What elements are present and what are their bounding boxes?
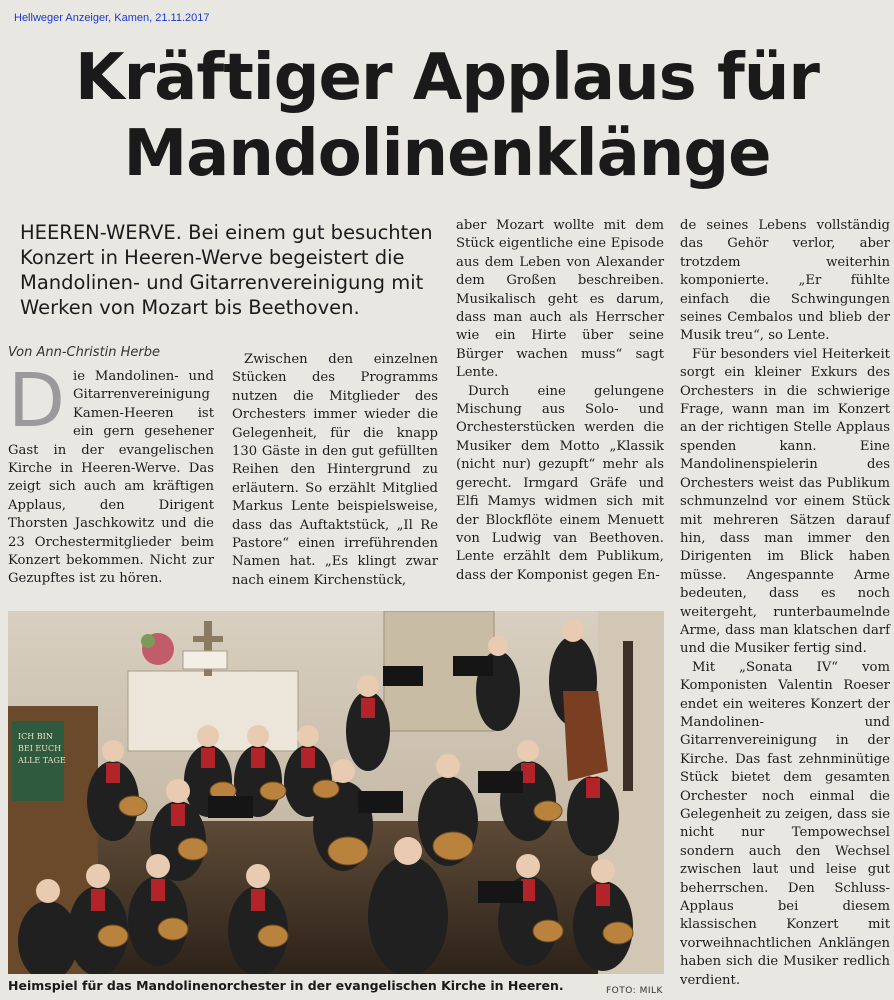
paragraph-2-continued: aber Mozart wollte mit dem Stück eigentliche eine Episode aus dem Leben von Alexander dem Großen beschreiben. Musikalisch geht es darum, dass man auch als Herrscher wie ein Hirte über seine Bürger wachen muss“ sagt Lente. [456,218,664,381]
paragraph-1: ie Mandolinen- und Gitarrenvereinigung Kamen-Heeren ist ein gern gesehener Gast in der evangelischen Kirche in Heeren-Werve. Das zeigt sich auch am kräftigen Applaus, den Dirigent Thorsten Jaschkowitz und die 23 Orchestermitglieder beim Konzert bekommen. Nicht zur Gezupftes ist zu hören. [8,369,214,587]
article-column-2 [232,351,438,590]
drop-cap: D [8,358,65,444]
article-column-1 [8,358,214,589]
paragraph-4: Für besonders viel Heiterkeit sorgt ein kleiner Exkurs des Orchesters in die schwierige Frage, wann man im Konzert an der richtigen Stelle Applaus spenden kann. Eine Mandolinenspielerin des Orchesters weist das Publikum schmunzelnd vor einem Stück mit mehreren Sätzen darauf hin, dass man immer den Dirigenten im Blick haben müsse. Angespannte Arme bedeuten, dass es noch weitergeht, runterbaumelnde Arme, dass man klatschen darf und die Musiker fertig sind. [680,346,890,657]
svg-text:BEI EUCH: BEI EUCH [18,744,62,753]
svg-text:ALLE TAGE: ALLE TAGE [18,756,66,765]
byline: Von Ann-Christin Herbe [8,345,161,360]
orchestra-photo [8,611,664,974]
paragraph-3-continued: de seines Lebens vollständig das Gehör verlor, aber trotzdem weiterhin komponierte. „Er fühlte einfach die Schwingungen seines Cembalos und blieb der Musik treu“, so Lente. [680,218,890,344]
headline-line-1: Kräftiger Applaus für [75,41,819,115]
photo-caption: Heimspiel für das Mandolinenorchester in der evangelischen Kirche in Heeren. [8,978,564,993]
photo-credit: FOTO: MILK [606,986,663,996]
paragraph-3: Durch eine gelungene Mischung aus Solo- und Orchesterstücken werden die Musiker dem Motto „Klassik (nicht nur) gezupft“ mehr als gerecht. Irmgard Gräfe und Elfi Mamys widmen sich mit der Blockflöte einem Menuett von Ludwig van Beethoven. Lente erzählt dem Publikum, dass der Komponist gegen En- [456,383,664,583]
headline-line-2: Mandolinenklänge [123,117,771,191]
paragraph-5: Mit „Sonata IV“ vom Komponisten Valentin Roeser endet ein weiteres Konzert der Mandolinen- und Gitarrenvereinigung in der Kirche. Das fast zehnminütige Stück bietet dem gesamten Orchester noch einmal die Gelegenheit zu zeigen, dass sie nicht nur Tempowechsel sondern auch den Wechsel zwischen laut und leise gut beherrschen. Den Schluss-Applaus bei diesem klassischen Konzert mit vorweihnachtlichen Anklängen haben sich die Musiker redlich verdient. [680,659,890,988]
article-column-3 [456,217,664,585]
headline [0,40,894,192]
paragraph-2: Zwischen den einzelnen Stücken des Programms nutzen die Mitglieder des Orchesters immer wieder die Gelegenheit, für die knapp 130 Gäste in den gut gefüllten Reihen den Hintergrund zu erläutern. So erzählt Mitglied Markus Lente beispielsweise, dass das Auftaktstück, „Il Re Pastore“ einen irreführenden Namen hat. „Es klingt zwar nach einem Kirchenstück, [232,352,438,588]
source-line: Hellweger Anzeiger, Kamen, 21.11.2017 [14,12,210,24]
banner-text: ICH BIN [18,732,53,741]
lead-paragraph: HEEREN-WERVE. Bei einem gut besuchten Konzert in Heeren-Werve begeistert die Mandolinen- und Gitarrenvereinigung mit Werken von Mozart bis Beethoven. [20,221,433,319]
article-column-4 [680,217,890,990]
